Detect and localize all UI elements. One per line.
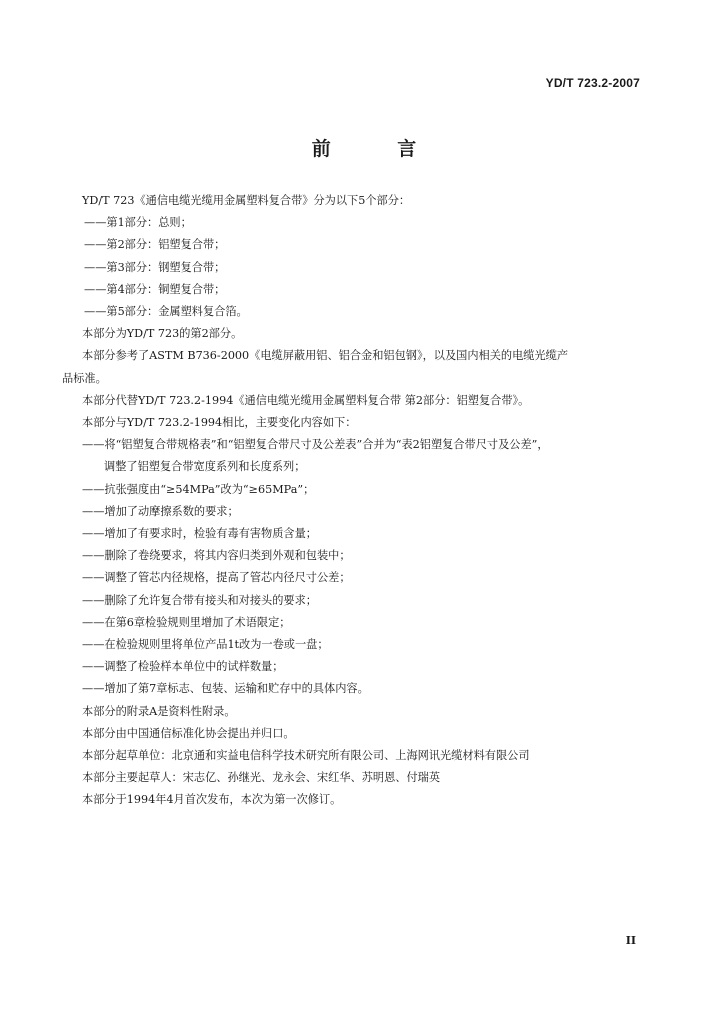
list-item: ——增加了动摩擦系数的要求； xyxy=(82,504,239,518)
list-item: ——删除了允许复合带有接头和对接头的要求； xyxy=(82,593,317,607)
list-item: ——在检验规则里将单位产品1t改为一卷或一盘； xyxy=(82,638,329,652)
page-title: 前 言 xyxy=(311,138,447,160)
paragraph: 本部分参考了ASTM B736-2000《电缆屏蔽用铝、铝合金和铝包钢》，以及国内相关的电缆光缆产 xyxy=(82,349,569,363)
list-item: ——增加了有要求时，检验有毒有害物质含量； xyxy=(82,527,317,541)
paragraph: 本部分的附录A是资料性附录。 xyxy=(82,704,236,718)
list-item: ——将“铝塑复合带规格表”和“铝塑复合带尺寸及公差表”合并为“表2铝塑复合带尺寸及公差”， xyxy=(82,438,549,452)
paragraph-continuation: 品标准。 xyxy=(62,371,107,385)
standard-code: YD/T 723.2-2007 xyxy=(545,76,640,90)
list-item: ——抗张强度由“≥54MPa”改为“≥65MPa”； xyxy=(82,482,315,496)
intro-paragraph: YD/T 723《通信电缆光缆用金属塑料复合带》分为以下5个部分： xyxy=(82,194,411,207)
list-item: ——第5部分：金属塑料复合箔。 xyxy=(84,305,248,319)
list-item: ——第1部分：总则； xyxy=(84,216,192,230)
page-number: II xyxy=(625,934,636,947)
paragraph: 本部分起草单位：北京通和实益电信科学技术研究所有限公司、上海网讯光缆材料有限公司 xyxy=(82,749,530,763)
list-item: ——第2部分：铝塑复合带； xyxy=(84,238,226,252)
list-item-continuation: 调整了铝塑复合带宽度系列和长度系列； xyxy=(104,460,306,474)
paragraph: 本部分代替YD/T 723.2-1994《通信电缆光缆用金属塑料复合带 第2部分：铝塑复合带》。 xyxy=(82,393,530,407)
document-body xyxy=(62,190,646,812)
list-item: ——调整了检验样本单位中的试样数量； xyxy=(82,660,284,674)
paragraph: 本部分与YD/T 723.2-1994相比，主要变化内容如下： xyxy=(82,416,357,430)
list-item: ——增加了第7章标志、包装、运输和贮存中的具体内容。 xyxy=(82,682,369,696)
list-item: ——在第6章检验规则里增加了术语限定； xyxy=(82,615,291,629)
list-item: ——第3部分：钢塑复合带； xyxy=(84,260,226,274)
paragraph: 本部分由中国通信标准化协会提出并归口。 xyxy=(82,726,295,740)
list-item: ——调整了管芯内径规格，提高了管芯内径尺寸公差； xyxy=(82,571,351,585)
paragraph: 本部分主要起草人：宋志亿、孙继光、龙永会、宋红华、苏明恩、付瑞英 xyxy=(82,771,441,785)
list-item: ——第4部分：铜塑复合带； xyxy=(84,282,226,296)
paragraph: 本部分为YD/T 723的第2部分。 xyxy=(82,327,243,341)
list-item: ——删除了卷绕要求，将其内容归类到外观和包装中； xyxy=(82,549,351,563)
paragraph: 本部分于1994年4月首次发布，本次为第一次修订。 xyxy=(82,793,342,807)
